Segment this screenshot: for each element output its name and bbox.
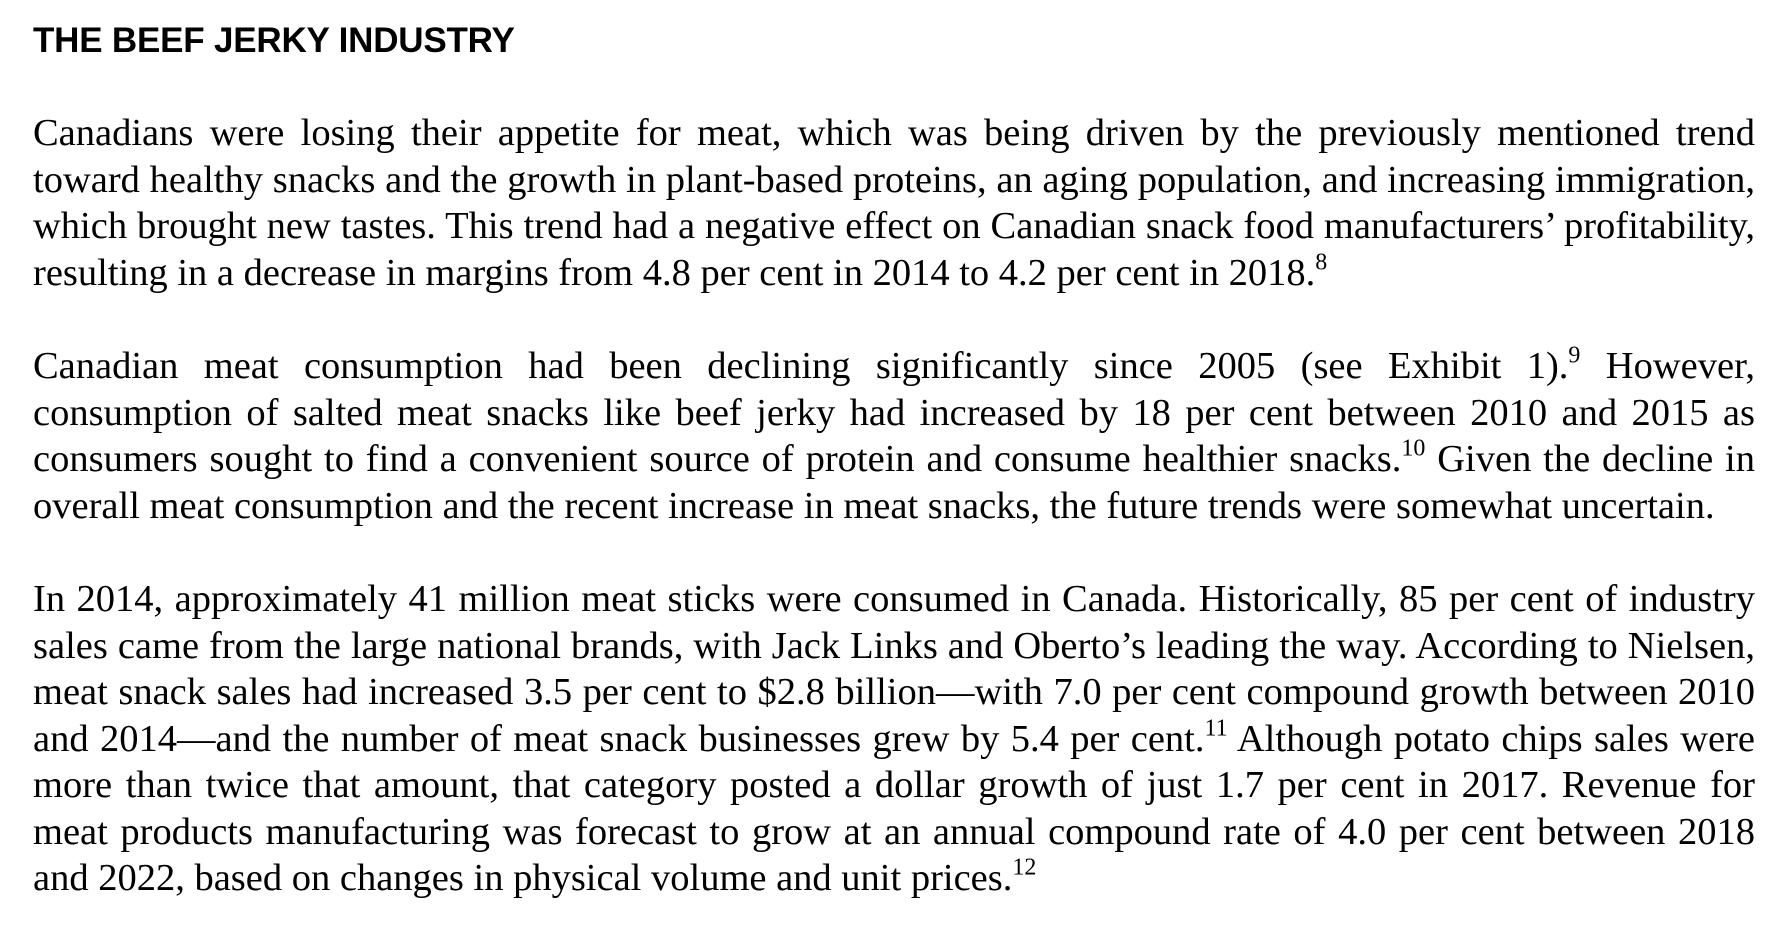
footnote-ref-10: 10 [1401, 435, 1426, 462]
paragraph-2 [33, 343, 1755, 529]
footnote-ref-9: 9 [1568, 342, 1581, 369]
footnote-ref-12: 12 [1012, 854, 1037, 881]
footnote-ref-8: 8 [1315, 248, 1328, 275]
paragraph-1-text: Canadians were losing their appetite for meat, which was being driven by the previously mentioned trend toward healthy snacks and the growth in plant-based proteins, an aging population, and increasing immigration, which brought new tastes. This trend had a negative effect on Canadian snack food manufacturers’ profitability, resulting in a decrease in margins from 4.8 per cent in 2014 to 4.2 per cent in 2018. [33, 112, 1755, 294]
section-heading: THE BEEF JERKY INDUSTRY [33, 21, 515, 60]
paragraph-3 [33, 576, 1755, 902]
paragraph-1 [33, 110, 1755, 296]
footnote-ref-11: 11 [1204, 714, 1228, 741]
paragraph-3-text-part-1: In 2014, approximately 41 million meat sticks were consumed in Canada. Historically, 85 per cent of industry sales came from the large national brands, with Jack Links and Oberto’s leading the way. According to Nielsen, meat snack sales had increased 3.5 per cent to $2.8 billion—with 7.0 per cent compound growth between 2010 and 2014—and the number of meat snack businesses grew by 5.4 per cent. [33, 578, 1755, 760]
paragraph-3-text-part-2: Although potato chips sales were more than twice that amount, that category posted a dollar growth of just 1.7 per cent in 2017. Revenue for meat products manufacturing was forecast to grow at an annual compound rate of 4.0 per cent between 2018 and 2022, based on changes in physical volume and unit prices. [33, 717, 1755, 899]
document-page [33, 20, 1755, 949]
paragraph-2-text-part-3: Given the decline in overall meat consumption and the recent increase in meat snacks, the future trends were somewhat uncertain. [33, 438, 1755, 527]
paragraph-2-text-part-2: However, consumption of salted meat snacks like beef jerky had increased by 18 per cent between 2010 and 2015 as consumers sought to find a convenient source of protein and consume healthier snacks. [33, 345, 1755, 480]
paragraph-2-text-part-1: Canadian meat consumption had been declining significantly since 2005 (see Exhibit 1). [33, 345, 1569, 387]
